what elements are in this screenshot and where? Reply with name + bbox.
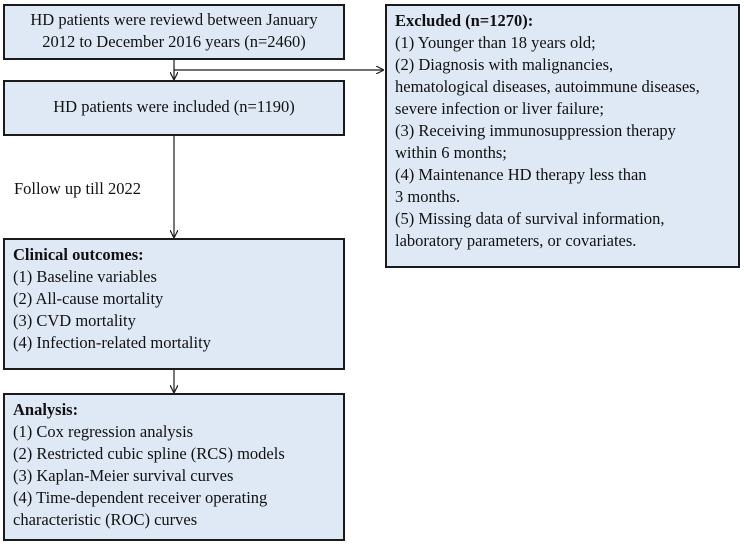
included-text: HD patients were included (n=1190) [53, 97, 295, 116]
outcome-item: (4) Infection-related mortality [13, 333, 211, 352]
analysis-item: (4) Time-dependent receiver operating [13, 488, 268, 507]
follow-up-label: Follow up till 2022 [14, 179, 141, 198]
excluded-item: (5) Missing data of survival information, [395, 209, 665, 228]
screened-line-1: HD patients were reviewd between January [30, 10, 318, 29]
outcome-item: (3) CVD mortality [13, 311, 136, 330]
excluded-item: severe infection or liver failure; [395, 99, 604, 118]
analysis-item: (1) Cox regression analysis [13, 422, 194, 441]
excluded-item: (2) Diagnosis with malignancies, [395, 55, 614, 74]
analysis-box [3, 393, 345, 541]
analysis-title: Analysis: [13, 400, 79, 419]
analysis-item: (2) Restricted cubic spline (RCS) models [13, 444, 285, 463]
excluded-item: (3) Receiving immunosuppression therapy [395, 121, 676, 140]
excluded-item: laboratory parameters, or covariates. [395, 231, 637, 250]
excluded-item: 3 months. [395, 187, 461, 206]
outcome-item: (2) All-cause mortality [13, 289, 164, 308]
excluded-item: (4) Maintenance HD therapy less than [395, 165, 647, 184]
excluded-item: within 6 months; [395, 143, 507, 162]
clinical-outcomes-box [3, 238, 345, 370]
screened-line-2: 2012 to December 2016 years (n=2460) [42, 32, 306, 51]
analysis-item: characteristic (ROC) curves [13, 510, 198, 529]
screened-patients-box [3, 4, 345, 60]
excluded-patients-box [385, 4, 740, 268]
included-patients-box [3, 80, 345, 136]
excluded-item: hematological diseases, autoimmune diseases, [395, 77, 700, 96]
excluded-title: Excluded (n=1270): [395, 11, 534, 30]
outcomes-title: Clinical outcomes: [13, 245, 144, 264]
outcome-item: (1) Baseline variables [13, 267, 157, 286]
excluded-item: (1) Younger than 18 years old; [395, 33, 596, 52]
analysis-item: (3) Kaplan-Meier survival curves [13, 466, 234, 485]
